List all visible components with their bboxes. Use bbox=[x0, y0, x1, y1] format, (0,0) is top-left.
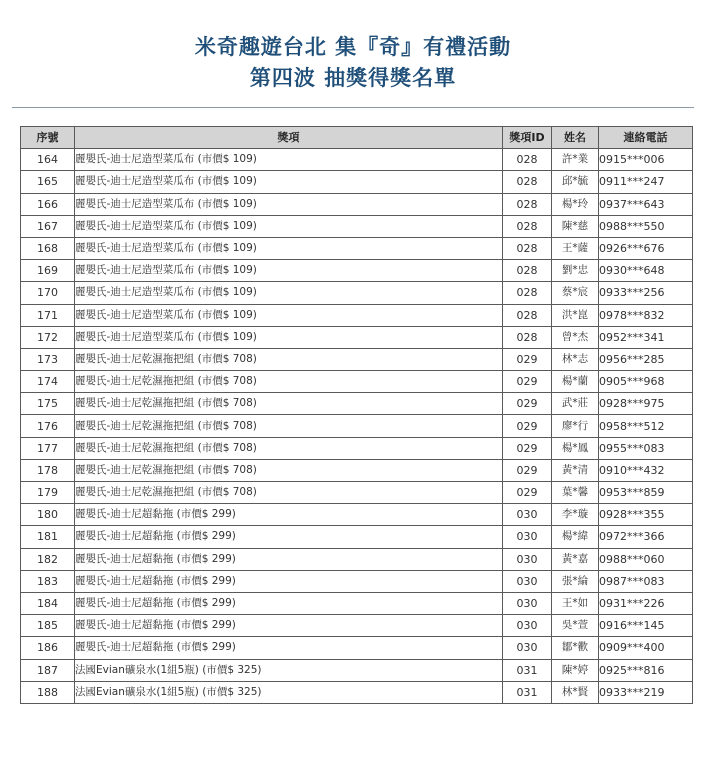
table-row bbox=[21, 526, 693, 548]
column-header-seq: 序號 bbox=[21, 127, 75, 149]
cell-prize-id: 028 bbox=[503, 237, 552, 259]
cell-name: 鄒*歡 bbox=[552, 637, 599, 659]
cell-name: 邱*毓 bbox=[552, 171, 599, 193]
cell-prize-id: 029 bbox=[503, 459, 552, 481]
cell-phone: 0958***512 bbox=[599, 415, 693, 437]
cell-prize: 麗嬰氏-迪士尼超黏拖 (市價$ 299) bbox=[75, 615, 503, 637]
cell-name: 蔡*宸 bbox=[552, 282, 599, 304]
cell-prize-id: 029 bbox=[503, 393, 552, 415]
cell-name: 楊*緯 bbox=[552, 526, 599, 548]
cell-prize: 麗嬰氏-迪士尼造型菜瓜布 (市價$ 109) bbox=[75, 260, 503, 282]
cell-prize-id: 028 bbox=[503, 149, 552, 171]
cell-prize: 麗嬰氏-迪士尼乾濕拖把組 (市價$ 708) bbox=[75, 348, 503, 370]
cell-prize: 法國Evian礦泉水(1組5瓶) (市價$ 325) bbox=[75, 681, 503, 703]
table-row bbox=[21, 659, 693, 681]
cell-seq: 187 bbox=[21, 659, 75, 681]
cell-seq: 184 bbox=[21, 592, 75, 614]
table-row bbox=[21, 171, 693, 193]
column-header-prize: 獎項 bbox=[75, 127, 503, 149]
cell-phone: 0937***643 bbox=[599, 193, 693, 215]
table-row bbox=[21, 371, 693, 393]
cell-prize: 麗嬰氏-迪士尼造型菜瓜布 (市價$ 109) bbox=[75, 149, 503, 171]
cell-seq: 185 bbox=[21, 615, 75, 637]
cell-prize-id: 030 bbox=[503, 637, 552, 659]
cell-name: 陳*婷 bbox=[552, 659, 599, 681]
header-divider bbox=[12, 107, 694, 108]
cell-prize-id: 030 bbox=[503, 592, 552, 614]
cell-phone: 0988***060 bbox=[599, 548, 693, 570]
cell-seq: 176 bbox=[21, 415, 75, 437]
cell-prize-id: 028 bbox=[503, 326, 552, 348]
cell-name: 廖*行 bbox=[552, 415, 599, 437]
table-row bbox=[21, 437, 693, 459]
cell-seq: 171 bbox=[21, 304, 75, 326]
cell-name: 楊*鳳 bbox=[552, 437, 599, 459]
cell-phone: 0928***355 bbox=[599, 504, 693, 526]
cell-name: 黃*清 bbox=[552, 459, 599, 481]
cell-phone: 0955***083 bbox=[599, 437, 693, 459]
table-row bbox=[21, 215, 693, 237]
cell-seq: 167 bbox=[21, 215, 75, 237]
cell-prize: 麗嬰氏-迪士尼乾濕拖把組 (市價$ 708) bbox=[75, 393, 503, 415]
cell-name: 武*莊 bbox=[552, 393, 599, 415]
cell-prize-id: 029 bbox=[503, 415, 552, 437]
table-row bbox=[21, 681, 693, 703]
cell-prize-id: 030 bbox=[503, 504, 552, 526]
cell-seq: 179 bbox=[21, 482, 75, 504]
column-header-phone: 連絡電話 bbox=[599, 127, 693, 149]
cell-name: 楊*玲 bbox=[552, 193, 599, 215]
winners-table bbox=[20, 126, 693, 704]
cell-prize: 麗嬰氏-迪士尼超黏拖 (市價$ 299) bbox=[75, 548, 503, 570]
cell-prize: 麗嬰氏-迪士尼乾濕拖把組 (市價$ 708) bbox=[75, 371, 503, 393]
cell-seq: 164 bbox=[21, 149, 75, 171]
cell-phone: 0916***145 bbox=[599, 615, 693, 637]
cell-phone: 0953***859 bbox=[599, 482, 693, 504]
table-row bbox=[21, 615, 693, 637]
cell-name: 王*如 bbox=[552, 592, 599, 614]
cell-prize: 麗嬰氏-迪士尼造型菜瓜布 (市價$ 109) bbox=[75, 326, 503, 348]
cell-phone: 0925***816 bbox=[599, 659, 693, 681]
cell-name: 葉*馨 bbox=[552, 482, 599, 504]
cell-prize-id: 028 bbox=[503, 215, 552, 237]
cell-prize-id: 030 bbox=[503, 615, 552, 637]
cell-prize: 麗嬰氏-迪士尼乾濕拖把組 (市價$ 708) bbox=[75, 459, 503, 481]
table-row bbox=[21, 592, 693, 614]
cell-seq: 175 bbox=[21, 393, 75, 415]
table-row bbox=[21, 637, 693, 659]
cell-seq: 170 bbox=[21, 282, 75, 304]
cell-prize: 麗嬰氏-迪士尼造型菜瓜布 (市價$ 109) bbox=[75, 304, 503, 326]
cell-prize: 麗嬰氏-迪士尼超黏拖 (市價$ 299) bbox=[75, 570, 503, 592]
cell-prize-id: 029 bbox=[503, 348, 552, 370]
table-row bbox=[21, 482, 693, 504]
cell-seq: 178 bbox=[21, 459, 75, 481]
page-subtitle: 第四波 抽獎得獎名單 bbox=[249, 66, 457, 90]
cell-seq: 174 bbox=[21, 371, 75, 393]
cell-name: 許*業 bbox=[552, 149, 599, 171]
cell-phone: 0910***432 bbox=[599, 459, 693, 481]
cell-seq: 182 bbox=[21, 548, 75, 570]
table-row bbox=[21, 570, 693, 592]
cell-prize-id: 028 bbox=[503, 260, 552, 282]
cell-name: 李*璇 bbox=[552, 504, 599, 526]
table-row bbox=[21, 393, 693, 415]
table-row bbox=[21, 459, 693, 481]
column-header-prize-id: 獎項ID bbox=[503, 127, 552, 149]
cell-phone: 0933***256 bbox=[599, 282, 693, 304]
cell-prize-id: 028 bbox=[503, 193, 552, 215]
column-header-name: 姓名 bbox=[552, 127, 599, 149]
cell-seq: 180 bbox=[21, 504, 75, 526]
cell-prize: 麗嬰氏-迪士尼造型菜瓜布 (市價$ 109) bbox=[75, 215, 503, 237]
cell-seq: 183 bbox=[21, 570, 75, 592]
cell-prize: 麗嬰氏-迪士尼造型菜瓜布 (市價$ 109) bbox=[75, 193, 503, 215]
table-row bbox=[21, 415, 693, 437]
table-header-row bbox=[21, 127, 693, 149]
cell-prize: 麗嬰氏-迪士尼乾濕拖把組 (市價$ 708) bbox=[75, 482, 503, 504]
table-row bbox=[21, 304, 693, 326]
cell-prize: 法國Evian礦泉水(1組5瓶) (市價$ 325) bbox=[75, 659, 503, 681]
table-row bbox=[21, 326, 693, 348]
cell-phone: 0905***968 bbox=[599, 371, 693, 393]
cell-phone: 0928***975 bbox=[599, 393, 693, 415]
cell-name: 林*賢 bbox=[552, 681, 599, 703]
table-row bbox=[21, 260, 693, 282]
cell-seq: 173 bbox=[21, 348, 75, 370]
cell-phone: 0926***676 bbox=[599, 237, 693, 259]
page-title: 米奇趣遊台北 集『奇』有禮活動 bbox=[194, 35, 512, 59]
cell-prize-id: 028 bbox=[503, 171, 552, 193]
cell-prize: 麗嬰氏-迪士尼超黏拖 (市價$ 299) bbox=[75, 526, 503, 548]
cell-phone: 0930***648 bbox=[599, 260, 693, 282]
cell-phone: 0931***226 bbox=[599, 592, 693, 614]
cell-prize: 麗嬰氏-迪士尼造型菜瓜布 (市價$ 109) bbox=[75, 171, 503, 193]
cell-name: 黃*嘉 bbox=[552, 548, 599, 570]
cell-prize-id: 029 bbox=[503, 482, 552, 504]
cell-name: 楊*蘭 bbox=[552, 371, 599, 393]
cell-phone: 0956***285 bbox=[599, 348, 693, 370]
cell-seq: 172 bbox=[21, 326, 75, 348]
cell-prize-id: 030 bbox=[503, 526, 552, 548]
table-row bbox=[21, 548, 693, 570]
cell-name: 王*薩 bbox=[552, 237, 599, 259]
cell-prize: 麗嬰氏-迪士尼超黏拖 (市價$ 299) bbox=[75, 504, 503, 526]
cell-phone: 0987***083 bbox=[599, 570, 693, 592]
table-row bbox=[21, 149, 693, 171]
table-row bbox=[21, 237, 693, 259]
cell-prize-id: 028 bbox=[503, 282, 552, 304]
cell-prize: 麗嬰氏-迪士尼超黏拖 (市價$ 299) bbox=[75, 592, 503, 614]
cell-seq: 181 bbox=[21, 526, 75, 548]
cell-phone: 0988***550 bbox=[599, 215, 693, 237]
cell-prize: 麗嬰氏-迪士尼造型菜瓜布 (市價$ 109) bbox=[75, 282, 503, 304]
cell-prize: 麗嬰氏-迪士尼乾濕拖把組 (市價$ 708) bbox=[75, 437, 503, 459]
cell-prize-id: 028 bbox=[503, 304, 552, 326]
cell-name: 吳*萱 bbox=[552, 615, 599, 637]
cell-phone: 0911***247 bbox=[599, 171, 693, 193]
cell-seq: 186 bbox=[21, 637, 75, 659]
cell-phone: 0972***366 bbox=[599, 526, 693, 548]
cell-seq: 168 bbox=[21, 237, 75, 259]
table-row bbox=[21, 348, 693, 370]
cell-prize-id: 031 bbox=[503, 681, 552, 703]
cell-seq: 169 bbox=[21, 260, 75, 282]
cell-prize-id: 029 bbox=[503, 371, 552, 393]
cell-prize-id: 030 bbox=[503, 570, 552, 592]
cell-seq: 177 bbox=[21, 437, 75, 459]
cell-prize: 麗嬰氏-迪士尼乾濕拖把組 (市價$ 708) bbox=[75, 415, 503, 437]
cell-prize: 麗嬰氏-迪士尼造型菜瓜布 (市價$ 109) bbox=[75, 237, 503, 259]
cell-seq: 165 bbox=[21, 171, 75, 193]
table-row bbox=[21, 193, 693, 215]
cell-name: 劉*忠 bbox=[552, 260, 599, 282]
cell-phone: 0915***006 bbox=[599, 149, 693, 171]
table-row bbox=[21, 282, 693, 304]
cell-name: 陳*慈 bbox=[552, 215, 599, 237]
cell-name: 洪*崑 bbox=[552, 304, 599, 326]
cell-phone: 0909***400 bbox=[599, 637, 693, 659]
cell-name: 曾*杰 bbox=[552, 326, 599, 348]
cell-seq: 188 bbox=[21, 681, 75, 703]
cell-prize-id: 031 bbox=[503, 659, 552, 681]
cell-seq: 166 bbox=[21, 193, 75, 215]
cell-phone: 0952***341 bbox=[599, 326, 693, 348]
table-row bbox=[21, 504, 693, 526]
cell-prize-id: 029 bbox=[503, 437, 552, 459]
cell-name: 林*志 bbox=[552, 348, 599, 370]
cell-phone: 0978***832 bbox=[599, 304, 693, 326]
cell-name: 張*綸 bbox=[552, 570, 599, 592]
cell-prize-id: 030 bbox=[503, 548, 552, 570]
cell-phone: 0933***219 bbox=[599, 681, 693, 703]
cell-prize: 麗嬰氏-迪士尼超黏拖 (市價$ 299) bbox=[75, 637, 503, 659]
